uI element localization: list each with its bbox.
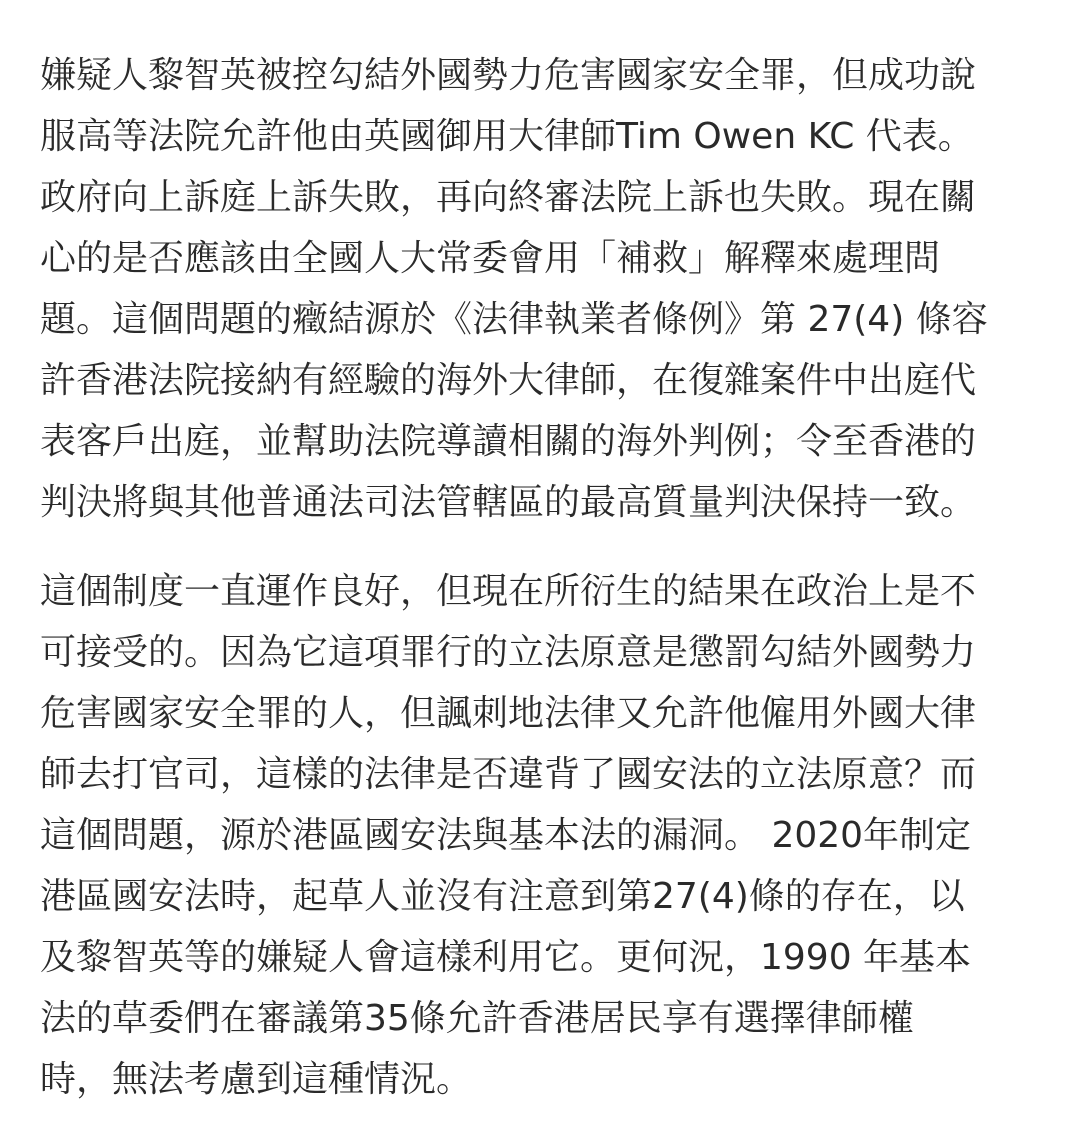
paragraph-1 [40, 45, 1050, 533]
text-line: 師去打官司，這樣的法律是否違背了國安法的立法原意？而 [40, 754, 977, 795]
text-line: 港區國安法時，起草人並沒有注意到第27(4)條的存在，以 [40, 876, 965, 917]
text-line: 危害國家安全罪的人，但諷刺地法律又允許他僱用外國大律 [40, 693, 977, 734]
article-body [40, 45, 1050, 1110]
text-line: 可接受的。因為它這項罪行的立法原意是懲罰勾結外國勢力 [40, 632, 977, 673]
text-line: 心的是否應該由全國人大常委會用「補救」解釋來處理問 [40, 238, 941, 279]
paragraph-spacer [40, 533, 1050, 561]
text-line: 這個制度一直運作良好，但現在所衍生的結果在政治上是不 [40, 571, 977, 612]
text-line: 嫌疑人黎智英被控勾結外國勢力危害國家安全罪，但成功說 [40, 55, 977, 96]
text-line: 表客戶出庭，並幫助法院導讀相關的海外判例；令至香港的 [40, 421, 977, 462]
text-line: 時，無法考慮到這種情況。 [40, 1059, 473, 1100]
text-line: 及黎智英等的嫌疑人會這樣利用它。更何況，1990 年基本 [40, 937, 972, 978]
text-line: 政府向上訴庭上訴失敗，再向終審法院上訴也失敗。現在關 [40, 177, 977, 218]
paragraph-2 [40, 561, 1050, 1110]
text-line: 法的草委們在審議第35條允許香港居民享有選擇律師權 [40, 998, 914, 1039]
text-line: 許香港法院接納有經驗的海外大律師，在復雜案件中出庭代 [40, 360, 977, 401]
text-line: 判決將與其他普通法司法管轄區的最高質量判決保持一致。 [40, 482, 977, 523]
text-line: 這個問題，源於港區國安法與基本法的漏洞。 2020年制定 [40, 815, 972, 856]
text-line: 服高等法院允許他由英國御用大律師Tim Owen KC 代表。 [40, 116, 974, 157]
text-line: 題。這個問題的癥結源於《法律執業者條例》第 27(4) 條容 [40, 299, 988, 340]
